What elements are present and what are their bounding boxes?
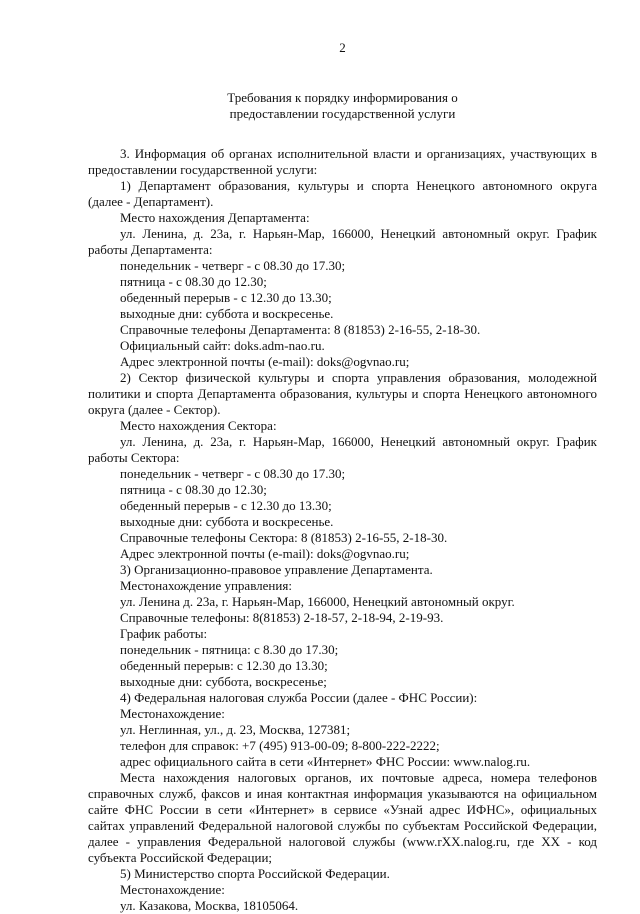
list-item: понедельник - четверг - с 08.30 до 17.30; [120, 258, 346, 273]
paragraph: 3) Организационно-правовое управление Департамента. [120, 562, 433, 577]
list-item: выходные дни: суббота и воскресенье. [120, 306, 334, 321]
paragraph: 3. Информация об органах исполнительной власти и организациях, участвующих в предоставлении государственной услуги: [88, 146, 597, 177]
paragraph: Местонахождение управления: [120, 578, 292, 593]
paragraph: телефон для справок: +7 (495) 913-00-09; 8-800-222-2222; [120, 738, 440, 753]
title-line-2: предоставлении государственной услуги [229, 106, 456, 121]
paragraph: Справочные телефоны Департамента: 8 (81853) 2-16-55, 2-18-30. [120, 322, 481, 337]
paragraph: Адрес электронной почты (e-mail): doks@ogvnao.ru; [120, 354, 410, 369]
paragraph: Справочные телефоны Сектора: 8 (81853) 2-16-55, 2-18-30. [120, 530, 448, 545]
list-item: пятница - с 08.30 до 12.30; [120, 274, 267, 289]
paragraph: Местонахождение: [120, 706, 225, 721]
document-title [88, 90, 597, 122]
paragraph: Места нахождения налоговых органов, их почтовые адреса, номера телефонов справочных служб, факсов и иная контактная информация указываются на официальном сайте ФНС России в сети «Интернет» в сервисе «Узнай адрес ИФНС», официальных сайтах управлений Федеральной налоговой службы по субъектам Российской Федерации, далее - управления Федеральной налоговой службы (www.rXX.nalog.ru, где XX - код субъекта Российской Федерации; [88, 770, 597, 865]
list-item: обеденный перерыв - с 12.30 до 13.30; [120, 290, 332, 305]
paragraph: Адрес электронной почты (e-mail): doks@ogvnao.ru; [120, 546, 410, 561]
list-item: выходные дни: суббота и воскресенье. [120, 514, 334, 529]
list-item: понедельник - пятница: с 8.30 до 17.30; [120, 642, 339, 657]
paragraph: Справочные телефоны: 8(81853) 2-18-57, 2-18-94, 2-19-93. [120, 610, 444, 625]
paragraph: График работы: [120, 626, 208, 641]
paragraph: 2) Сектор физической культуры и спорта управления образования, молодежной политики и спорта Департамента образования, культуры и спорта Ненецкого автономного округа (далее - Сектор). [88, 370, 597, 417]
paragraph: Место нахождения Департамента: [120, 210, 310, 225]
list-item: понедельник - четверг - с 08.30 до 17.30; [120, 466, 346, 481]
paragraph: Официальный сайт: doks.adm-nao.ru. [120, 338, 325, 353]
document-body [88, 146, 597, 914]
paragraph: ул. Ленина д. 23а, г. Нарьян-Мар, 166000, Ненецкий автономный округ. [120, 594, 515, 609]
paragraph: 5) Министерство спорта Российской Федерации. [120, 866, 390, 881]
paragraph: ул. Ленина, д. 23а, г. Нарьян-Мар, 166000, Ненецкий автономный округ. График работы Департамента: [88, 226, 597, 257]
list-item: обеденный перерыв - с 12.30 до 13.30; [120, 498, 332, 513]
paragraph: 1) Департамент образования, культуры и спорта Ненецкого автономного округа (далее - Департамент). [88, 178, 597, 209]
title-line-1: Требования к порядку информирования о [227, 90, 458, 105]
list-item: выходные дни: суббота, воскресенье; [120, 674, 327, 689]
paragraph: ул. Ленина, д. 23а, г. Нарьян-Мар, 166000, Ненецкий автономный округ. График работы Сектора: [88, 434, 597, 465]
paragraph: ул. Неглинная, ул., д. 23, Москва, 127381; [120, 722, 351, 737]
paragraph: Место нахождения Сектора: [120, 418, 277, 433]
page-number: 2 [339, 40, 346, 55]
list-item: обеденный перерыв: с 12.30 до 13.30; [120, 658, 328, 673]
paragraph: адрес официального сайта в сети «Интернет» ФНС России: www.nalog.ru. [120, 754, 531, 769]
paragraph: ул. Казакова, Москва, 18105064. [120, 898, 299, 913]
paragraph: Местонахождение: [120, 882, 225, 897]
list-item: пятница - с 08.30 до 12.30; [120, 482, 267, 497]
paragraph: 4) Федеральная налоговая служба России (далее - ФНС России): [120, 690, 478, 705]
